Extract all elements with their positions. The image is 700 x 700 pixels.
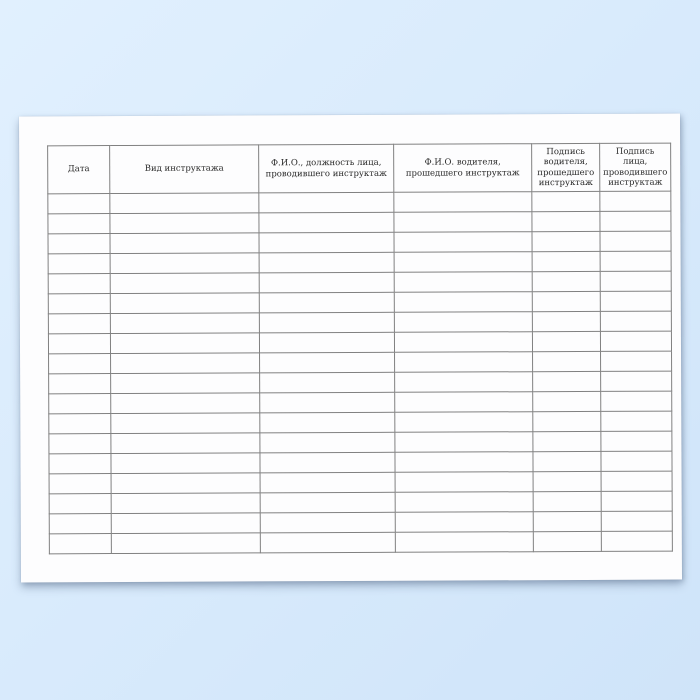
empty-cell-instruction-type [110, 293, 259, 314]
empty-cell-instructor-name [259, 232, 394, 253]
empty-cell-driver-name [394, 212, 532, 233]
table-row [48, 271, 671, 294]
empty-cell-driver-signature [532, 291, 600, 311]
empty-cell-instructor-signature [601, 391, 672, 411]
empty-cell-instructor-name [260, 412, 395, 433]
table-row [48, 231, 671, 254]
empty-cell-driver-signature [532, 211, 600, 231]
table-row [49, 431, 672, 454]
empty-cell-date [48, 334, 110, 354]
empty-cell-date [49, 354, 111, 374]
table-row [49, 491, 672, 514]
instruction-log-table [47, 143, 673, 555]
empty-cell-driver-signature [533, 451, 601, 471]
empty-cell-date [49, 534, 111, 554]
empty-cell-instruction-type [111, 513, 260, 534]
empty-cell-instruction-type [111, 433, 260, 454]
empty-cell-instruction-type [111, 373, 260, 394]
empty-cell-driver-signature [532, 331, 600, 351]
column-header-instructor-signature: Подпись лица, проводившего инструктаж [600, 143, 671, 191]
empty-cell-driver-signature [532, 251, 600, 271]
empty-cell-date [48, 194, 110, 214]
empty-cell-instructor-signature [600, 231, 671, 251]
empty-cell-instruction-type [111, 453, 260, 474]
empty-cell-instructor-name [259, 212, 394, 233]
empty-cell-instruction-type [111, 533, 260, 554]
empty-cell-instructor-signature [601, 511, 672, 531]
empty-cell-instructor-signature [600, 291, 671, 311]
empty-cell-driver-name [394, 232, 532, 253]
table-row [48, 191, 671, 214]
empty-cell-instructor-name [259, 332, 394, 353]
table-row [48, 251, 671, 274]
empty-cell-driver-name [394, 292, 532, 313]
document-page [19, 114, 682, 583]
empty-cell-instructor-signature [600, 331, 671, 351]
empty-cell-instructor-signature [601, 491, 672, 511]
empty-cell-driver-name [394, 252, 532, 273]
empty-cell-instructor-name [260, 372, 395, 393]
empty-cell-instruction-type [111, 413, 260, 434]
table-header [48, 143, 671, 194]
empty-cell-instructor-name [259, 312, 394, 333]
empty-cell-instructor-signature [600, 311, 671, 331]
empty-cell-date [48, 274, 110, 294]
empty-cell-driver-name [395, 452, 533, 473]
empty-cell-instructor-signature [601, 451, 672, 471]
empty-cell-date [49, 514, 111, 534]
empty-cell-instruction-type [111, 353, 260, 374]
column-header-instructor-name: Ф.И.О., должность лица, проводившего инструктаж [259, 144, 394, 193]
table-row [48, 211, 671, 234]
empty-cell-driver-signature [533, 431, 601, 451]
empty-cell-instructor-name [260, 452, 395, 473]
empty-cell-driver-name [394, 332, 532, 353]
empty-cell-instructor-signature [600, 211, 671, 231]
empty-cell-instructor-name [259, 192, 394, 213]
header-row [48, 143, 671, 194]
empty-cell-instructor-signature [601, 411, 672, 431]
empty-cell-instruction-type [110, 273, 259, 294]
table-row [49, 511, 672, 534]
empty-cell-date [48, 294, 110, 314]
empty-cell-driver-name [394, 272, 532, 293]
empty-cell-driver-signature [533, 351, 601, 371]
empty-cell-driver-signature [532, 271, 600, 291]
table-row [48, 291, 671, 314]
empty-cell-driver-signature [533, 531, 601, 551]
empty-cell-instructor-name [260, 492, 395, 513]
empty-cell-instructor-name [260, 392, 395, 413]
empty-cell-instructor-name [260, 432, 395, 453]
empty-cell-date [48, 254, 110, 274]
empty-cell-date [49, 474, 111, 494]
table-row [49, 531, 672, 554]
empty-cell-instructor-signature [601, 351, 672, 371]
empty-cell-driver-signature [532, 231, 600, 251]
empty-cell-instructor-name [259, 272, 394, 293]
empty-cell-instructor-name [260, 512, 395, 533]
empty-cell-driver-name [395, 412, 533, 433]
empty-cell-instructor-name [260, 532, 395, 553]
empty-cell-driver-name [395, 512, 533, 533]
empty-cell-driver-name [395, 532, 533, 553]
empty-cell-driver-name [395, 492, 533, 513]
empty-cell-driver-signature [533, 411, 601, 431]
column-header-instruction-type: Вид инструктажа [110, 145, 259, 194]
empty-cell-driver-name [395, 352, 533, 373]
empty-cell-date [49, 434, 111, 454]
empty-cell-instruction-type [111, 393, 260, 414]
empty-cell-instruction-type [110, 233, 259, 254]
empty-cell-instructor-name [259, 252, 394, 273]
empty-cell-instructor-signature [601, 431, 672, 451]
empty-cell-instruction-type [110, 253, 259, 274]
empty-cell-driver-signature [533, 471, 601, 491]
table-row [49, 351, 672, 374]
table-row [48, 311, 671, 334]
table-row [49, 411, 672, 434]
empty-cell-driver-signature [532, 311, 600, 331]
empty-cell-instructor-name [260, 352, 395, 373]
empty-cell-date [49, 394, 111, 414]
column-header-driver-signature: Подпись водителя, прошедшего инструктаж [532, 143, 600, 191]
empty-cell-instruction-type [110, 193, 259, 214]
empty-cell-instructor-name [259, 292, 394, 313]
empty-cell-instruction-type [110, 333, 259, 354]
empty-cell-date [48, 314, 110, 334]
empty-cell-driver-name [394, 192, 532, 213]
empty-cell-instructor-signature [600, 271, 671, 291]
table-row [49, 471, 672, 494]
empty-cell-driver-signature [533, 511, 601, 531]
empty-cell-instruction-type [111, 493, 260, 514]
empty-cell-instructor-signature [601, 531, 672, 551]
empty-cell-driver-name [395, 432, 533, 453]
table-row [49, 371, 672, 394]
empty-cell-driver-signature [533, 371, 601, 391]
empty-cell-instruction-type [110, 313, 259, 334]
empty-cell-date [49, 454, 111, 474]
empty-cell-instructor-signature [601, 471, 672, 491]
empty-cell-instructor-name [260, 472, 395, 493]
table-row [49, 451, 672, 474]
column-header-date: Дата [48, 146, 110, 194]
empty-cell-date [49, 374, 111, 394]
empty-cell-driver-signature [532, 191, 600, 211]
empty-cell-instruction-type [110, 213, 259, 234]
empty-cell-driver-name [395, 472, 533, 493]
empty-cell-date [48, 234, 110, 254]
empty-cell-date [49, 494, 111, 514]
table-row [49, 391, 672, 414]
empty-cell-driver-signature [533, 491, 601, 511]
empty-cell-date [48, 214, 110, 234]
column-header-driver-name: Ф.И.О. водителя, прошедшего инструктаж [394, 144, 532, 193]
empty-cell-driver-name [395, 372, 533, 393]
empty-cell-instructor-signature [600, 251, 671, 271]
empty-cell-instructor-signature [601, 371, 672, 391]
table-row [48, 331, 671, 354]
empty-cell-instructor-signature [600, 191, 671, 211]
empty-cell-driver-signature [533, 391, 601, 411]
empty-cell-driver-name [394, 312, 532, 333]
empty-cell-instruction-type [111, 473, 260, 494]
empty-cell-driver-name [395, 392, 533, 413]
table-body [48, 191, 673, 554]
empty-cell-date [49, 414, 111, 434]
